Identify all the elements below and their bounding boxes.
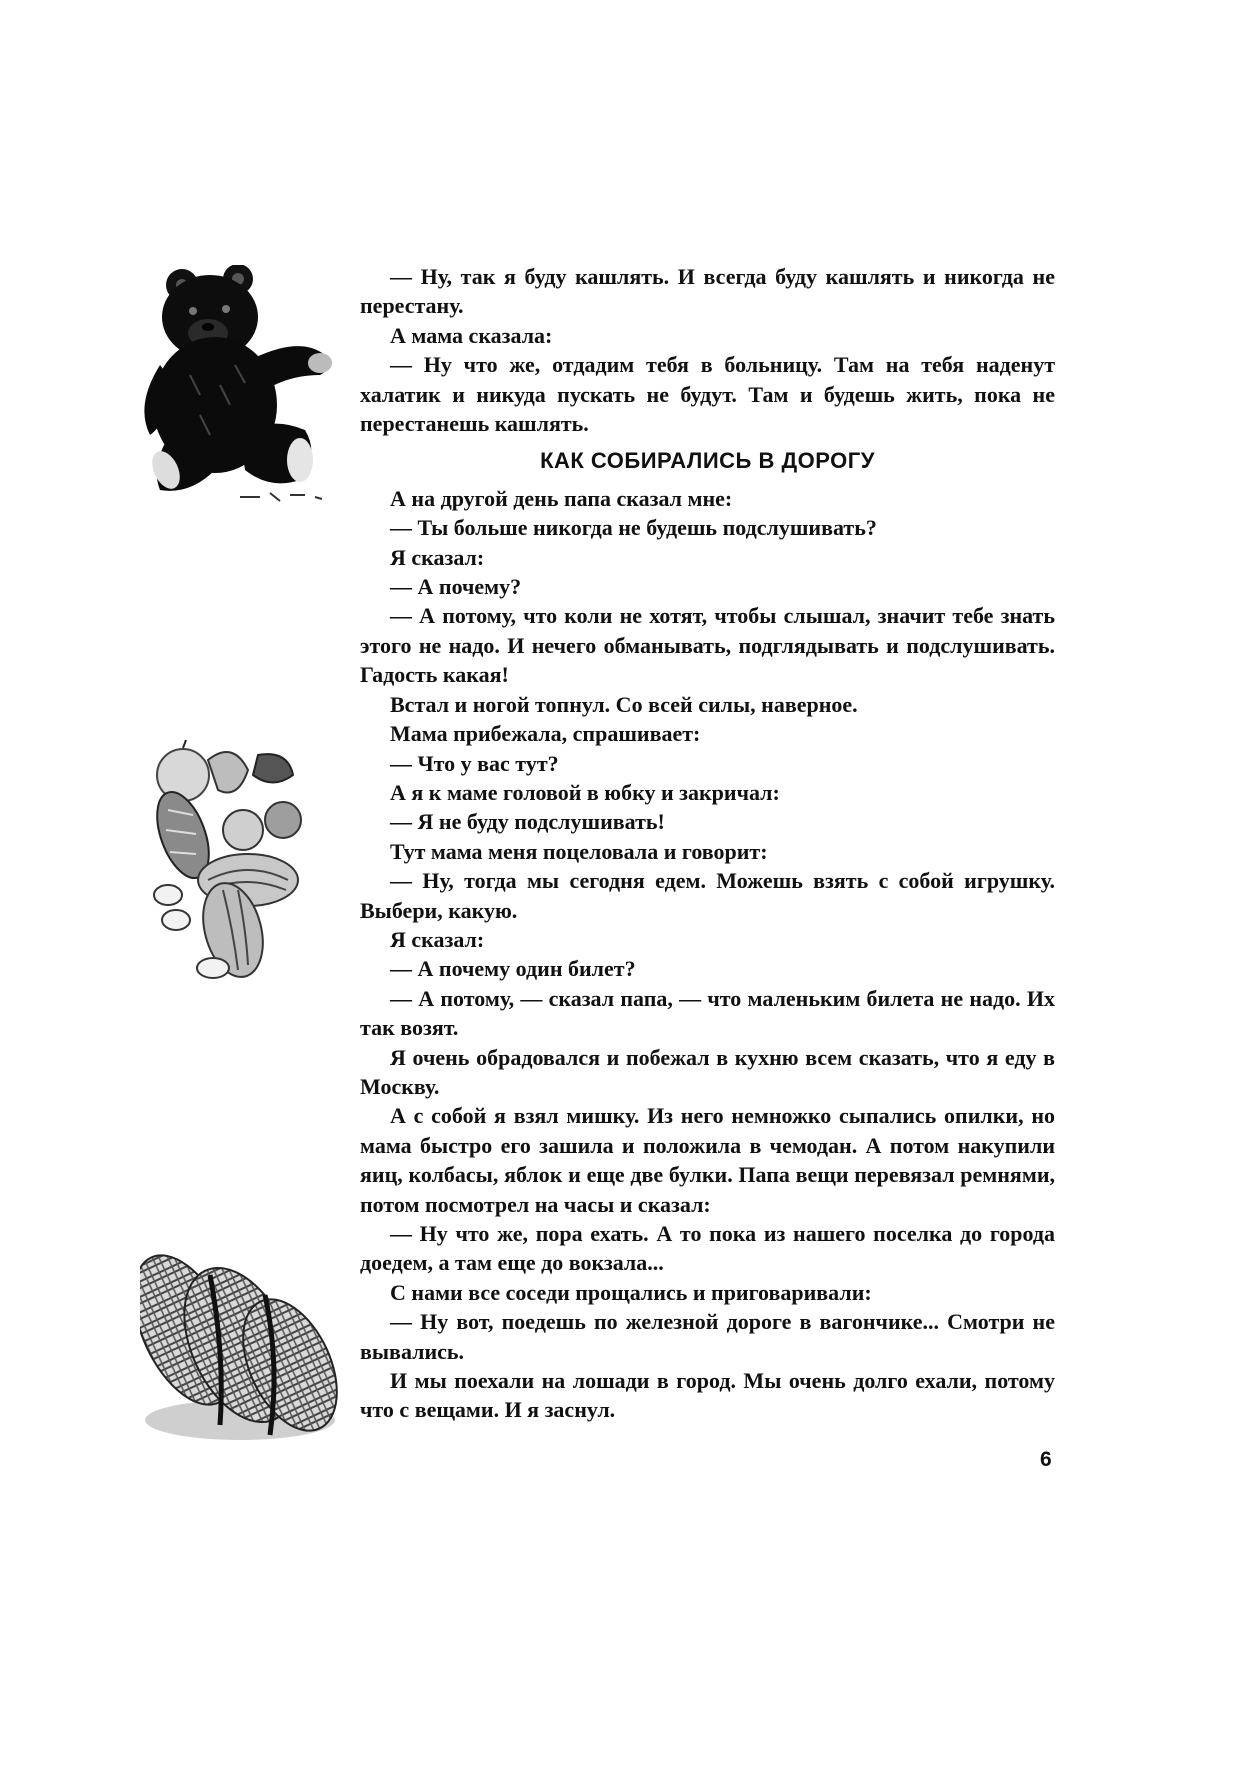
paragraph: А с собой я взял мишку. Из него немножко сыпались опилки, но мама быстро его зашила и положила в чемодан. А потом накупили яиц, колбасы, яблок и еще две булки. Папа вещи перевязал ремнями, потом посмотрел на часы и сказал:	[360, 1103, 1055, 1217]
paragraph: — А потому, что коли не хотят, чтобы слышал, значит тебе знать этого не надо. И нечего обманывать, подглядывать и подслушивать. Гадость какая!	[360, 603, 1055, 688]
paragraph: — А почему?	[390, 574, 522, 600]
paragraph: И мы поехали на лошади в город. Мы очень долго ехали, потому что с вещами. И я заснул.	[360, 1368, 1055, 1423]
paragraph: Я сказал:	[390, 926, 485, 952]
paragraph: — Я не буду подслушивать!	[390, 809, 665, 835]
plaid-bundle-illustration	[140, 1235, 340, 1450]
paragraph: А я к маме головой в юбку и закричал:	[390, 779, 780, 805]
paragraph: — Ну, тогда мы сегодня едем. Можешь взять с собой игрушку. Выбери, какую.	[360, 868, 1055, 923]
page-number: 6	[1040, 1448, 1052, 1471]
paragraph: — А почему один билет?	[390, 956, 636, 982]
paragraph: — Ты больше никогда не будешь подслушивать?	[390, 515, 877, 541]
paragraph: Я сказал:	[390, 544, 485, 570]
body-text	[360, 262, 1055, 1425]
paragraph: А на другой день папа сказал мне:	[390, 485, 733, 511]
paragraph: Я очень обрадовался и побежал в кухню всем сказать, что я еду в Москву.	[360, 1044, 1055, 1099]
paragraph: — Ну что же, отдадим тебя в больницу. Там на тебя наденут халатик и никуда пускать не будут. Там и будешь жить, пока не перестанешь кашлять.	[360, 352, 1055, 437]
paragraph: — Ну что же, пора ехать. А то пока из нашего поселка до города доедем, а там еще до вокзала...	[360, 1221, 1055, 1276]
paragraph: А мама сказала:	[390, 322, 553, 348]
paragraph: Встал и ногой топнул. Со всей силы, наверное.	[390, 691, 858, 717]
paragraph: — Ну, так я буду кашлять. И всегда буду кашлять и никогда не перестану.	[360, 264, 1055, 319]
paragraph: Тут мама меня поцеловала и говорит:	[390, 838, 768, 864]
teddy-bear-illustration	[130, 265, 345, 505]
chapter-title: КАК СОБИРАЛИСЬ В ДОРОГУ	[540, 448, 875, 474]
paragraph: Мама прибежала, спрашивает:	[390, 721, 701, 747]
paragraph: — А потому, — сказал папа, — что маленьким билета не надо. Их так возят.	[360, 985, 1055, 1041]
food-basket-illustration	[138, 730, 343, 985]
paragraph: — Что у вас тут?	[390, 750, 559, 776]
paragraph: — Ну вот, поедешь по железной дороге в вагончике... Смотри не вывались.	[360, 1309, 1055, 1364]
paragraph: С нами все соседи прощались и приговаривали:	[390, 1279, 872, 1305]
